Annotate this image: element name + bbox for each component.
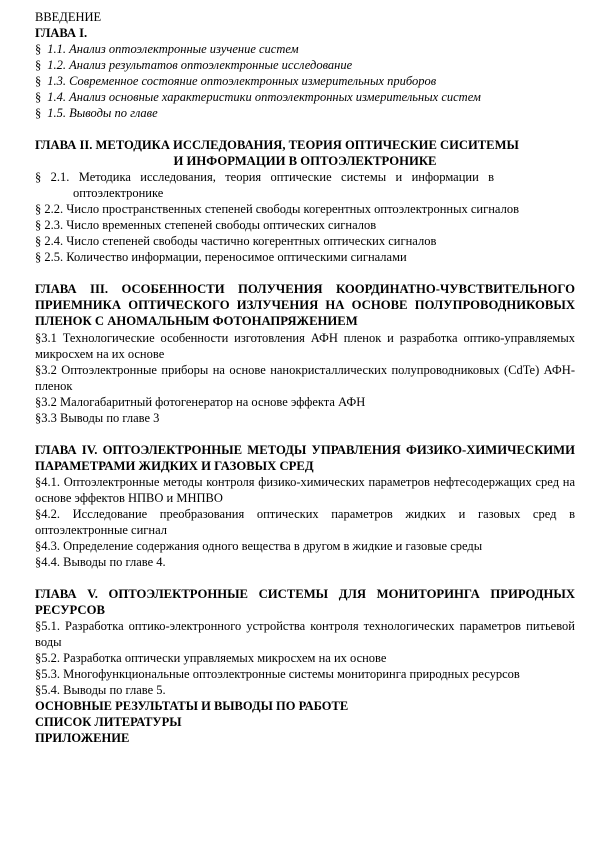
section-1-3 [35,73,575,89]
chapter-2-title-line-1: ГЛАВА II. МЕТОДИКА ИССЛЕДОВАНИЯ, ТЕОРИЯ ОПТИЧЕСКИЕ СИСИТЕМЫ [35,138,519,152]
section-mark: § [35,106,42,120]
section-5-2: §5.2. Разработка оптически управляемых микросхем на их основе [35,651,387,666]
section-3-1: §3.1 Технологические особенности изготовления АФН пленок и разработка оптико-управляемых микросхем на их основе [35,330,575,361]
section-2-3: § 2.3. Число временных степеней свободы оптических сигналов [35,218,377,232]
section-2-1-line-2: оптоэлектронике [73,186,164,200]
section-4-4: §4.4. Выводы по главе 4. [35,555,166,570]
appendix-heading: ПРИЛОЖЕНИЕ [35,731,130,746]
section-4-2: §4.2. Исследование преобразования оптических параметров жидких и газовых сред в оптоэлектронные сигнал [35,507,575,538]
section-1-5 [35,105,575,121]
section-3-2: §3.2 Оптоэлектронные приборы на основе нанокристаллических полупроводниковых (CdTe) АФН-пленок [35,362,575,393]
chapter-2-title-line-2: И ИНФОРМАЦИИ В ОПТОЭЛЕКТРОНИКЕ [173,154,437,168]
spacer [35,121,575,137]
section-2-4: § 2.4. Число степеней свободы частично когерентных оптических сигналов [35,234,437,248]
section-mark: § [35,74,42,88]
references-heading: СПИСОК ЛИТЕРАТУРЫ [35,715,182,730]
section-1-2 [35,57,575,73]
section-2-1-line-1: § 2.1. Методика исследования, теория оптические системы и информации в [35,170,495,184]
section-text: 1.4. Анализ основные характеристики оптоэлектронных измерительных систем [47,90,481,104]
section-mark: § [35,42,42,56]
chapter-5-title: ГЛАВА V. ОПТОЭЛЕКТРОННЫЕ СИСТЕМЫ ДЛЯ МОНИТОРИНГА ПРИРОДНЫХ РЕСУРСОВ [35,587,575,618]
section-4-3: §4.3. Определение содержания одного вещества в другом в жидкие и газовые среды [35,539,483,554]
section-1-4 [35,89,575,105]
chapter-3-title: ГЛАВА III. ОСОБЕННОСТИ ПОЛУЧЕНИЯ КООРДИНАТНО-ЧУВСТВИТЕЛЬНОГО ПРИЕМНИКА ОПТИЧЕСКОГО ИЗЛУЧЕНИЯ НА ОСНОВЕ ПОЛУПРОВОДНИКОВЫХ ПЛЕНОК С АНОМАЛЬНЫМ ФОТОНАПРЯЖЕНИЕМ [35,282,575,329]
chapter-4-title: ГЛАВА IV. ОПТОЭЛЕКТРОННЫЕ МЕТОДЫ УПРАВЛЕНИЯ ФИЗИКО-ХИМИЧЕСКИМИ ПАРАМЕТРАМИ ЖИДКИХ И ГАЗОВЫХ СРЕД [35,442,575,473]
section-5-1: §5.1. Разработка оптико-электронного устройства контроля технологических параметров питьевой воды [35,619,575,650]
intro-heading: ВВЕДЕНИЕ [35,10,102,24]
spacer [35,426,575,442]
section-text: 1.1. Анализ оптоэлектронные изучение систем [47,42,299,56]
section-2-5: § 2.5. Количество информации, переносимое оптическими сигналами [35,250,407,264]
section-text: 1.2. Анализ результатов оптоэлектронные исследование [47,58,353,72]
section-mark: § [35,58,42,72]
section-mark: § [35,90,42,104]
section-2-2: § 2.2. Число пространственных степеней свободы когерентных оптоэлектронных сигналов [35,202,519,216]
section-text: 1.5. Выводы по главе [47,106,158,120]
section-5-3: §5.3. Многофункциональные оптоэлектронные системы мониторинга природных ресурсов [35,667,520,682]
spacer [35,265,575,281]
section-1-1 [35,41,575,57]
table-of-contents [35,9,575,746]
section-4-1: §4.1. Оптоэлектронные методы контроля физико-химических параметров нефтесодержащих сред на основе эффектов НПВО и МНПВО [35,475,575,506]
spacer [35,570,575,586]
section-3-3: §3.3 Выводы по главе 3 [35,410,160,425]
section-3-2b: §3.2 Малогабаритный фотогенератор на основе эффекта АФН [35,394,366,409]
chapter-1-title: ГЛАВА I. [35,26,88,40]
section-text: 1.3. Современное состояние оптоэлектронных измерительных приборов [47,74,437,88]
results-heading: ОСНОВНЫЕ РЕЗУЛЬТАТЫ И ВЫВОДЫ ПО РАБОТЕ [35,699,349,714]
section-5-4: §5.4. Выводы по главе 5. [35,683,166,698]
